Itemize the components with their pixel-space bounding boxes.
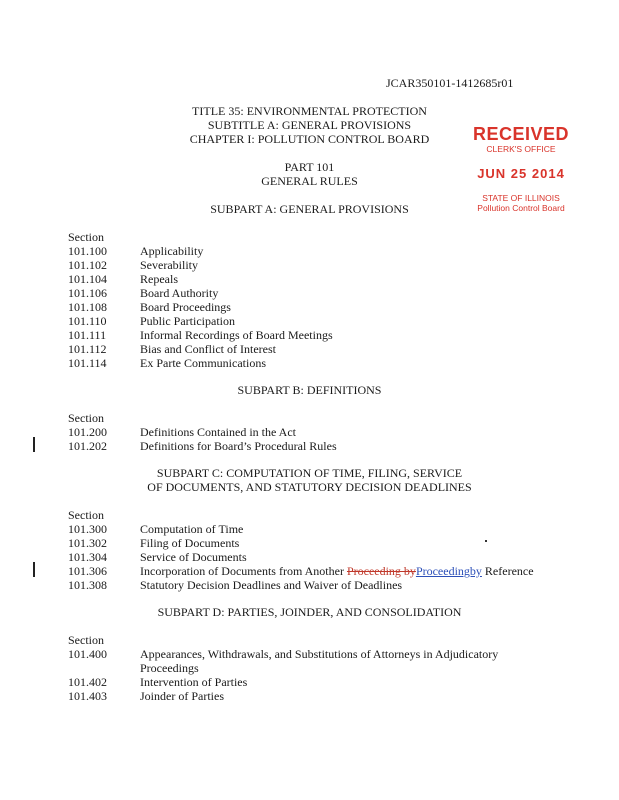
section-number: 101.114 <box>68 356 107 370</box>
subtitle-heading: SUBTITLE A: GENERAL PROVISIONS <box>207 118 412 132</box>
section-number: 101.400 <box>68 647 107 661</box>
section-number: 101.106 <box>68 286 107 300</box>
section-title: Definitions Contained in the Act <box>140 425 296 439</box>
section-number: 101.306 <box>68 564 107 578</box>
section-title: Board Authority <box>140 286 219 300</box>
stamp-date: JUN 25 2014 <box>477 166 565 181</box>
stamp-state: STATE OF ILLINOIS <box>482 193 560 203</box>
title-heading: TITLE 35: ENVIRONMENTAL PROTECTION <box>192 104 427 118</box>
section-title: Informal Recordings of Board Meetings <box>140 328 333 342</box>
section-label: Section <box>68 508 104 522</box>
inserted-text: Proceedingby <box>415 564 482 578</box>
section-number: 101.304 <box>68 550 107 564</box>
section-title: Statutory Decision Deadlines and Waiver of Deadlines <box>140 578 403 592</box>
section-number: 101.111 <box>68 328 107 342</box>
stamp-received: RECEIVED <box>472 124 570 144</box>
revision-bar <box>33 437 35 452</box>
section-title-tracked <box>140 564 534 579</box>
section-number: 101.202 <box>68 439 107 453</box>
section-title: Board Proceedings <box>140 300 231 314</box>
section-title: Filing of Documents <box>140 536 240 550</box>
subpart-b-heading: SUBPART B: DEFINITIONS <box>237 383 382 397</box>
section-number: 101.100 <box>68 244 107 258</box>
section-number: 101.308 <box>68 578 107 592</box>
revision-bar <box>33 562 35 577</box>
section-title: Bias and Conflict of Interest <box>140 342 276 356</box>
section-title: Service of Documents <box>140 550 247 564</box>
section-title: Severability <box>140 258 198 272</box>
section-title: Intervention of Parties <box>140 675 248 689</box>
section-title: Repeals <box>140 272 178 286</box>
title-text: Reference <box>481 564 534 578</box>
section-number: 101.102 <box>68 258 107 272</box>
stamp-board: Pollution Control Board <box>477 203 565 213</box>
section-number: 101.403 <box>68 689 107 703</box>
section-title: Appearances, Withdrawals, and Substitutions of Attorneys in Adjudicatory <box>140 647 499 661</box>
deleted-text: Proceeding by <box>346 564 416 578</box>
section-title: Public Participation <box>140 314 235 328</box>
subpart-a-heading: SUBPART A: GENERAL PROVISIONS <box>210 202 409 216</box>
received-stamp <box>462 124 580 213</box>
section-title: Applicability <box>140 244 204 258</box>
part-heading: PART 101 <box>284 160 335 174</box>
section-title: Computation of Time <box>140 522 244 536</box>
document-id: JCAR350101-1412685r01 <box>386 76 514 90</box>
section-number: 101.112 <box>68 342 107 356</box>
section-title: Joinder of Parties <box>140 689 224 703</box>
section-number: 101.110 <box>68 314 107 328</box>
section-label: Section <box>68 230 104 244</box>
section-title: Ex Parte Communications <box>140 356 266 370</box>
section-number: 101.104 <box>68 272 107 286</box>
stamp-office: CLERK'S OFFICE <box>486 144 556 154</box>
subpart-c-heading-line1: SUBPART C: COMPUTATION OF TIME, FILING, SERVICE <box>156 466 463 480</box>
section-number: 101.108 <box>68 300 107 314</box>
stray-mark <box>485 540 487 542</box>
section-number: 101.402 <box>68 675 107 689</box>
section-title-continued: Proceedings <box>140 661 199 675</box>
section-number: 101.302 <box>68 536 107 550</box>
section-number: 101.300 <box>68 522 107 536</box>
part-name-heading: GENERAL RULES <box>261 174 358 188</box>
subpart-d-heading: SUBPART D: PARTIES, JOINDER, AND CONSOLIDATION <box>157 605 462 619</box>
title-text: Incorporation of Documents from Another <box>140 564 347 578</box>
subpart-c-heading-line2: OF DOCUMENTS, AND STATUTORY DECISION DEADLINES <box>147 480 472 494</box>
section-title: Definitions for Board’s Procedural Rules <box>140 439 337 453</box>
section-label: Section <box>68 411 104 425</box>
section-number: 101.200 <box>68 425 107 439</box>
chapter-heading: CHAPTER I: POLLUTION CONTROL BOARD <box>189 132 430 146</box>
section-label: Section <box>68 633 104 647</box>
